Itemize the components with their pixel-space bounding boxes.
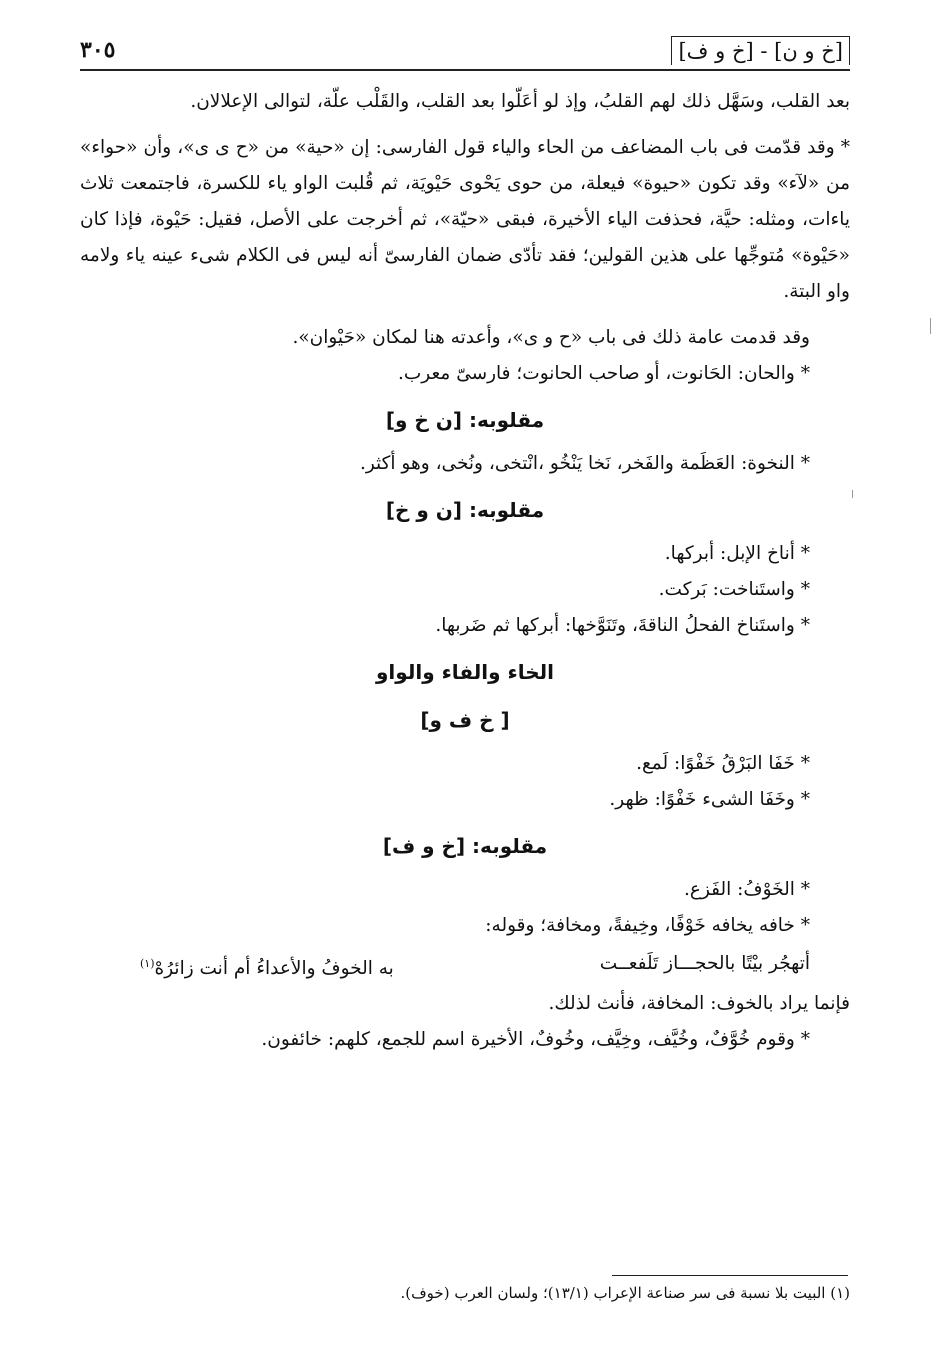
root-range-label: [خ و ن] - [خ و ف] xyxy=(671,36,850,65)
footnote: (١) البيت بلا نسبة فى سر صناعة الإعراب (١٣/١)؛ ولسان العرب (خوف). xyxy=(400,1284,850,1302)
section-heading: [ خ ف و] xyxy=(420,708,510,732)
paragraph: * واستَناخ الفحلُ الناقةَ، وتَنَوَّخها: أبركها ثم ضَربها. xyxy=(435,615,810,636)
paragraph: فإنما يراد بالخوف: المخافة، فأنث لذلك. xyxy=(548,993,850,1014)
page-header xyxy=(80,34,850,70)
footnote-divider xyxy=(612,1275,848,1276)
paragraph: وقد قدمت عامة ذلك فى باب «ح و ى»، وأعدته هنا لمكان «حَيْوان». xyxy=(292,327,810,348)
verse-first-hemistich: أتهجُر بيْتًا بالحجـــاز تَلَفعــت xyxy=(599,953,810,974)
paragraph: * وقد قدّمت فى باب المضاعف من الحاء والياء قول الفارسى: إن «حية» من «ح ى ى»، وأن «حواء» من «لآء» وقد تكون «حيوة» فيعلة، من حوى يَحْوى حَيْويَة، ثم قُلبت الواو ياء للكسرة، فاجتمعت ثلاث ياءات، ومثله: حيَّة، فحذفت الياء الأخيرة، فبقى «حيّة»، ثم أخرجت على الأصل، فقيل: حَيْوة، فإذا كان «حَيْوة» مُتوجِّها على هذين القولين؛ فقد تأدّى ضمان الفارسىّ أنه ليس فى الكلام شىء عينه ياء ولامه واو البتة. xyxy=(80,137,850,302)
poem-verse xyxy=(80,946,850,984)
section-heading: مقلوبه: [خ و ف] xyxy=(382,834,548,858)
paragraph: * واستَناخت: بَركت. xyxy=(658,579,810,600)
margin-mark xyxy=(852,490,853,498)
paragraph: * والحان: الحَانوت، أو صاحب الحانوت؛ فارسىّ معرب. xyxy=(397,363,810,384)
footnote-reference: (١) xyxy=(140,957,155,970)
paragraph: * خَفَا البَرْقُ خَفْوًا: لَمع. xyxy=(636,753,810,774)
paragraph: * أناخ الإبل: أبركها. xyxy=(664,543,810,564)
header-divider xyxy=(80,69,850,71)
paragraph: * الخَوْفُ: الفَزع. xyxy=(684,879,810,900)
paragraph: * وقوم خُوَّفٌ، وخُيَّف، وخِيَّف، وخُوفٌ، الأخيرة اسم للجمع، كلهم: خائفون. xyxy=(261,1029,810,1050)
verse-second-hemistich-text: به الخوفُ والأعداءُ أم أنت زائرُهْ xyxy=(154,958,394,980)
section-heading: مقلوبه: [ن و خ] xyxy=(385,498,545,522)
chapter-heading: الخاء والفاء والواو xyxy=(376,660,554,684)
section-heading: مقلوبه: [ن خ و] xyxy=(385,408,545,432)
paragraph: * النخوة: العَظَمة والفَخر، نَخا يَنْخُو ،انْتخى، ونُخى، وهو أكثر. xyxy=(359,453,810,474)
paragraph: * وخَفَا الشىء خَفْوًا: ظهر. xyxy=(609,789,810,810)
page-body xyxy=(80,84,850,1058)
page-number: ٣٠٥ xyxy=(80,37,116,63)
margin-mark xyxy=(930,318,931,334)
paragraph: * خافه يخافه خَوْفًا، وخِيفةً، ومخافة؛ وقوله: xyxy=(485,915,810,936)
verse-second-hemistich xyxy=(140,946,394,987)
paragraph: بعد القلب، وسَهَّل ذلك لهم القلبُ، وإذ لو أعَلّوا بعد القلب، والقَلْب علّة، لتوالى الإعلالان. xyxy=(190,91,850,112)
